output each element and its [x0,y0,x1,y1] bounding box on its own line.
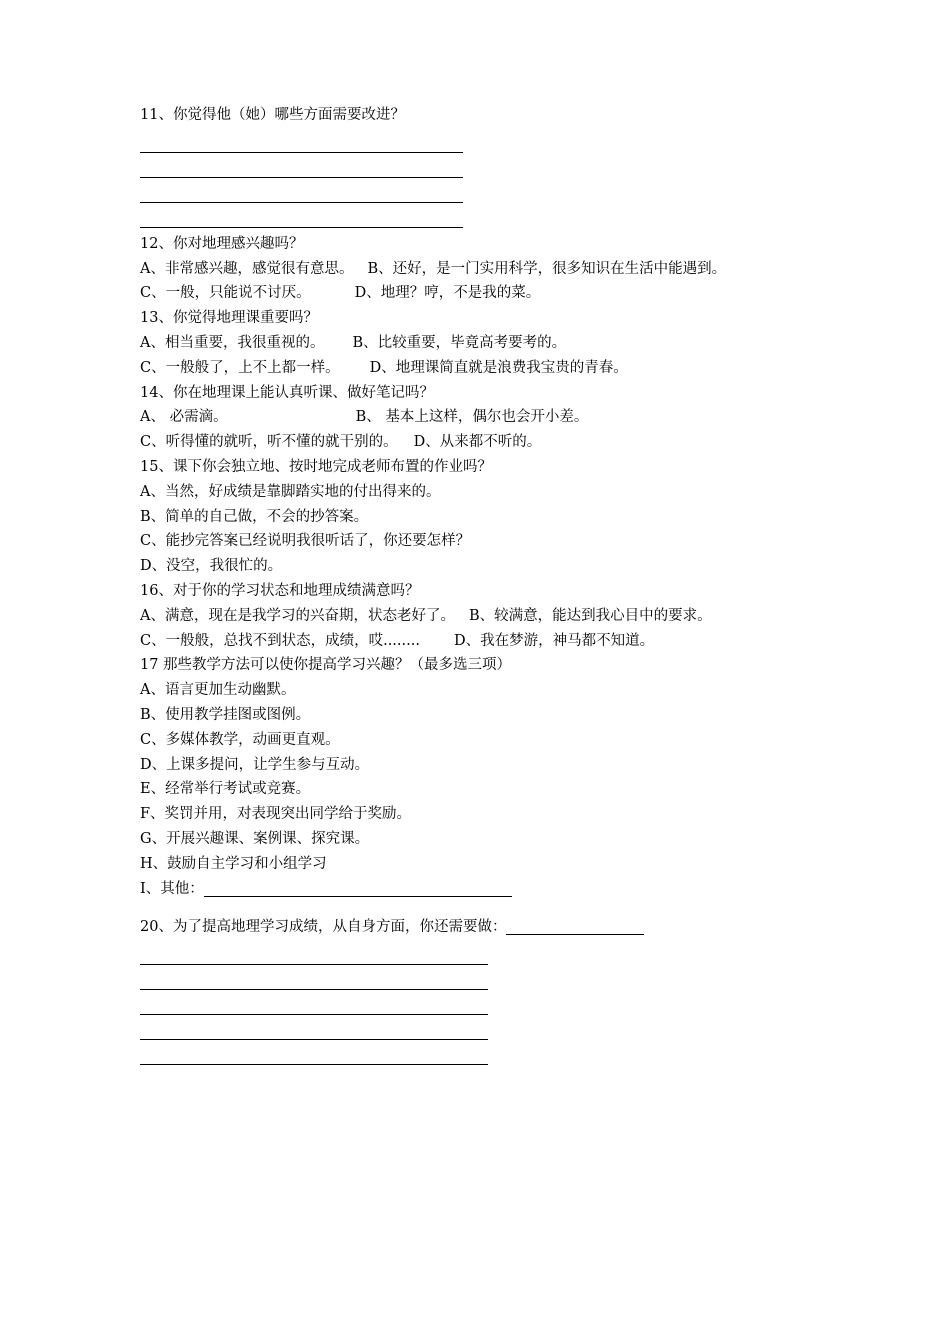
q16-option-a[interactable]: A、满意，现在是我学习的兴奋期，状态老好了。 [140,607,455,624]
q15-option-b[interactable]: B、简单的自己做，不会的抄答案。 [140,508,369,525]
q17-option[interactable]: E、经常举行考试或竞赛。 [140,781,311,798]
q12-option-c[interactable]: C、一般，只能说不讨厌。 [140,285,311,302]
q12-options-row2 [140,281,840,306]
answer-line[interactable] [140,1040,840,1065]
q11-title: 11、你觉得他（她）哪些方面需要改进？ [140,107,405,123]
q16-option-c[interactable]: C、一般般，总找不到状态，成绩，哎........ [140,632,420,649]
answer-line[interactable] [140,940,840,965]
q14-option-b[interactable]: B、 基本上这样，偶尔也会开小差。 [355,409,589,426]
q15-option-c[interactable]: C、能抄完答案已经说明我很听话了，你还要怎样？ [140,533,471,550]
q20-answer-lines[interactable] [140,940,840,1065]
q20-inline-blank[interactable] [506,918,644,935]
q14-option-a[interactable]: A、 必需滴。 [140,409,228,426]
q17-option[interactable]: F、奖罚并用，对表现突出同学给于奖励。 [140,806,412,823]
q13-option-b[interactable]: B、比较重要，毕竟高考要考的。 [352,334,567,351]
q17-other-blank[interactable] [204,880,512,897]
answer-line[interactable] [140,128,840,153]
q13-option-d[interactable]: D、地理课简直就是浪费我宝贵的青春。 [369,359,628,376]
q15-title: 15、课下你会独立地、按时地完成老师布置的作业吗？ [140,458,492,475]
q17-option[interactable]: G、开展兴趣课、案例课、探究课。 [140,830,370,847]
q20-title: 20、为了提高地理学习成绩，从自身方面，你还需要做： [140,919,507,936]
questionnaire-page [140,103,840,1065]
q15-option-a[interactable]: A、当然，好成绩是靠脚踏实地的付出得来的。 [140,483,441,500]
q13-option-c[interactable]: C、一般般了，上不上都一样。 [140,359,340,376]
q16-option-b[interactable]: B、较满意，能达到我心目中的要求。 [468,607,712,624]
q17-option[interactable]: A、语言更加生动幽默。 [140,682,296,699]
q17-title: 17 那些教学方法可以使你提高学习兴趣？（最多选三项） [140,657,512,674]
q17-option[interactable]: D、上课多提问，让学生参与互动。 [140,756,370,773]
answer-line[interactable] [140,153,840,178]
q16-option-d[interactable]: D、我在梦游，神马都不知道。 [453,632,655,649]
q12-options-row1 [140,257,840,282]
q13-options-row2 [140,356,840,381]
answer-line[interactable] [140,178,840,203]
q11-answer-lines[interactable] [140,128,840,228]
q17-option[interactable]: B、使用教学挂图或图例。 [140,706,311,723]
q14-title: 14、你在地理课上能认真听课、做好笔记吗？ [140,384,434,401]
q14-option-c[interactable]: C、听得懂的就听，听不懂的就干别的。 [140,434,398,451]
q12-option-a[interactable]: A、非常感兴趣，感觉很有意思。 [140,260,354,277]
q15-option-d[interactable]: D、没空，我很忙的。 [140,558,283,575]
q12-option-b[interactable]: B、还好，是一门实用科学，很多知识在生活中能遇到。 [367,260,727,277]
q17-option[interactable]: C、多媒体教学，动画更直观。 [140,731,340,748]
q16-title: 16、对于你的学习状态和地理成绩满意吗？ [140,582,420,599]
answer-line[interactable] [140,203,840,228]
q17-option[interactable]: H、鼓励自主学习和小组学习 [140,855,327,872]
q16-options-row2 [140,629,840,654]
q12-title: 12、你对地理感兴趣吗？ [140,235,304,252]
q14-options-row1 [140,405,840,430]
q16-options-row1 [140,604,840,629]
q20-title-row [140,915,840,940]
q14-option-d[interactable]: D、从来都不听的。 [413,434,542,451]
answer-line[interactable] [140,990,840,1015]
q13-options-row1 [140,331,840,356]
q12-option-d[interactable]: D、地理？哼，不是我的菜。 [354,285,541,302]
q13-option-a[interactable]: A、相当重要，我很重视的。 [140,334,325,351]
q13-title: 13、你觉得地理课重要吗？ [140,310,318,327]
q14-options-row2 [140,430,840,455]
q17-option-other-row [140,877,840,902]
answer-line[interactable] [140,965,840,990]
answer-line[interactable] [140,1015,840,1040]
q17-option-other-label: I、其他： [140,880,204,897]
